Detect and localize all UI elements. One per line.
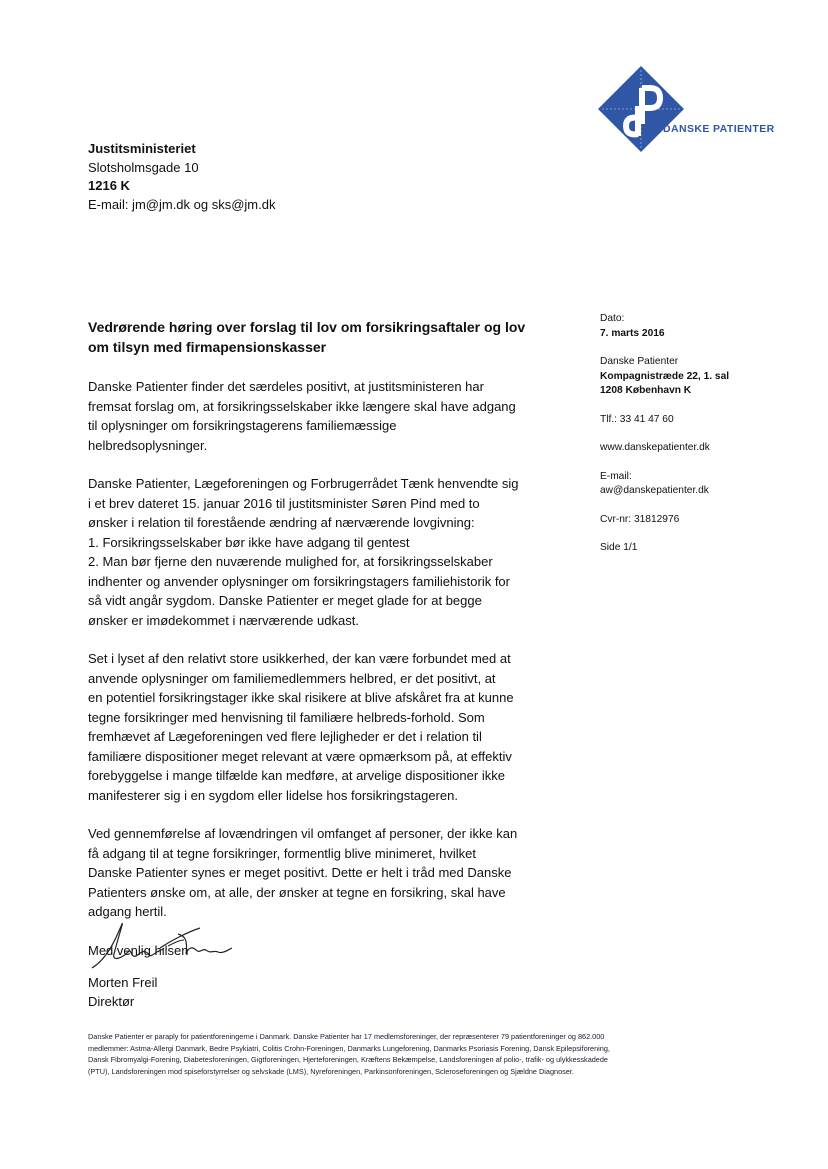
recipient-address <box>88 140 275 214</box>
text-line: til oplysninger om forsikringstagerens familiemæssige <box>88 418 397 433</box>
footer-line: (PTU), Landsforeningen mod spiseforstyrrelser og selvskade (LMS), Nyreforeningen, Parkinsonforeningen, Scleroseforeningen og Sjældne Diagnoser. <box>88 1066 574 1076</box>
recipient-street: Slotsholmsgade 10 <box>88 159 199 175</box>
sender-org-name: Danske Patienter <box>600 356 679 367</box>
footer-line: Danske Patienter er paraply for patientforeningerne i Danmark. Danske Patienter har 17 medlemsforeninger, der repræsenterer 79 patientforeninger og 862.000 <box>88 1032 605 1041</box>
text-line: Patienters ønske om, at alle, der ønsker at tegne en forsikring, skal have <box>88 884 506 900</box>
title-line: om tilsyn med firmapensionskasser <box>88 338 327 355</box>
list-item-2: 2. Man bør fjerne den nuværende mulighed for, at forsikringsselskaber <box>88 554 493 569</box>
closing-salutation: Med venlig hilsen <box>88 942 189 958</box>
text-line: Danske Patienter synes er meget positivt. Dette er helt i tråd med Danske <box>88 865 512 880</box>
sender-info-sidebar <box>600 312 800 556</box>
text-line: ønsker er imødekommet i nærværende udkast. <box>88 612 359 628</box>
text-line: fremhævet af Lægeforeningen ved flere lejligheder er det i relation til <box>88 729 482 744</box>
sender-cvr: Cvr-nr: 31812976 <box>600 513 680 525</box>
text-line: ønsker i relation til forestående ændring af nærværende lovgivning: <box>88 515 475 530</box>
recipient-postal: 1216 K <box>88 178 130 193</box>
signer-block <box>88 974 157 1011</box>
paragraph-1 <box>88 377 548 455</box>
sender-city: 1208 København K <box>600 385 692 396</box>
date-value: 7. marts 2016 <box>600 327 665 339</box>
text-line: tegne forsikringer med henvisning til familiære helbreds-forhold. Som <box>88 709 485 725</box>
title-line: Vedrørende høring over forslag til lov om forsikringsaftaler og lov <box>88 319 526 335</box>
danske-patienter-logo <box>598 66 788 156</box>
paragraph-3 <box>88 649 548 805</box>
text-line: familiære dispositioner meget relevant at være opmærksom på, at effektiv <box>88 748 512 764</box>
text-line: så vidt angår sygdom. Danske Patienter er meget glade for at begge <box>88 593 482 608</box>
sender-email-label: E-mail: <box>600 470 632 482</box>
text-line: Danske Patienter, Lægeforeningen og Forbrugerrådet Tænk henvendte sig <box>88 476 519 491</box>
danske-patienter-dp-diamond-icon <box>598 66 684 152</box>
text-line: i et brev dateret 15. januar 2016 til justitsminister Søren Pind med to <box>88 495 480 511</box>
letter-title <box>88 318 548 357</box>
text-line: Ved gennemførelse af lovændringen vil omfanget af personer, der ikke kan <box>88 826 518 841</box>
text-line: Set i lyset af den relativt store usikkerhed, der kan være forbundet med at <box>88 651 511 666</box>
sender-email-link[interactable]: aw@danskepatienter.dk <box>600 485 709 496</box>
page-number: Side 1/1 <box>600 542 638 553</box>
list-item-1: 1. Forsikringsselskaber bør ikke have adgang til gentest <box>88 534 410 550</box>
text-line: få adgang til at tegne forsikringer, formentlig blive minimeret, hvilket <box>88 845 477 861</box>
letter-body <box>88 318 548 960</box>
signer-name: Morten Freil <box>88 975 158 990</box>
text-line: adgang hertil. <box>88 904 167 919</box>
recipient-email: E-mail: jm@jm.dk og sks@jm.dk <box>88 196 276 212</box>
text-line: forebyggelse i mange tilfælde kan medføre, at arvelige dispositioner ikke <box>88 768 505 783</box>
text-line: Danske Patienter finder det særdeles positivt, at justitsministeren har <box>88 379 484 394</box>
text-line: manifesterer sig i en sygdom eller lidelse hos forsikringstageren. <box>88 787 458 803</box>
signer-title: Direktør <box>88 993 135 1009</box>
footer-member-organizations <box>88 1031 748 1077</box>
logo-wordmark: DANSKE PATIENTER <box>663 123 775 135</box>
sender-phone: Tlf.: 33 41 47 60 <box>600 413 674 425</box>
text-line: indhenter og anvender oplysninger om forsikringstagers familiehistorik for <box>88 573 510 589</box>
sender-website-link[interactable]: www.danskepatienter.dk <box>600 442 710 453</box>
text-line: en potentiel forsikringstager ikke skal risikere at blive afskåret fra at kunne <box>88 690 514 705</box>
paragraph-2 <box>88 474 548 630</box>
date-label: Dato: <box>600 313 625 324</box>
recipient-name: Justitsministeriet <box>88 141 196 156</box>
footer-line: medlemmer: Astma-Allergi Danmark, Bedre Psykiatri, Colitis Crohn-Foreningen, Danmarks Lungeforening, Danmarks Psoriasis Forening, Dansk Epilepsiforening, <box>88 1043 610 1053</box>
paragraph-4 <box>88 824 548 922</box>
handwritten-signature-icon <box>88 918 248 974</box>
text-line: fremsat forslag om, at forsikringsselskaber ikke længere skal have adgang <box>88 398 516 414</box>
footer-line: Dansk Fibromyalgi-Forening, Diabetesforeningen, Gigtforeningen, Hjerteforeningen, Kræftens Bekæmpelse, Landsforeningen af polio-, trafik- og ulykkesskadede <box>88 1055 608 1064</box>
text-line: helbredsoplysninger. <box>88 437 208 453</box>
sender-street: Kompagnistræde 22, 1. sal <box>600 370 730 382</box>
text-line: anvende oplysninger om familiemedlemmers helbred, er det positivt, at <box>88 670 496 686</box>
